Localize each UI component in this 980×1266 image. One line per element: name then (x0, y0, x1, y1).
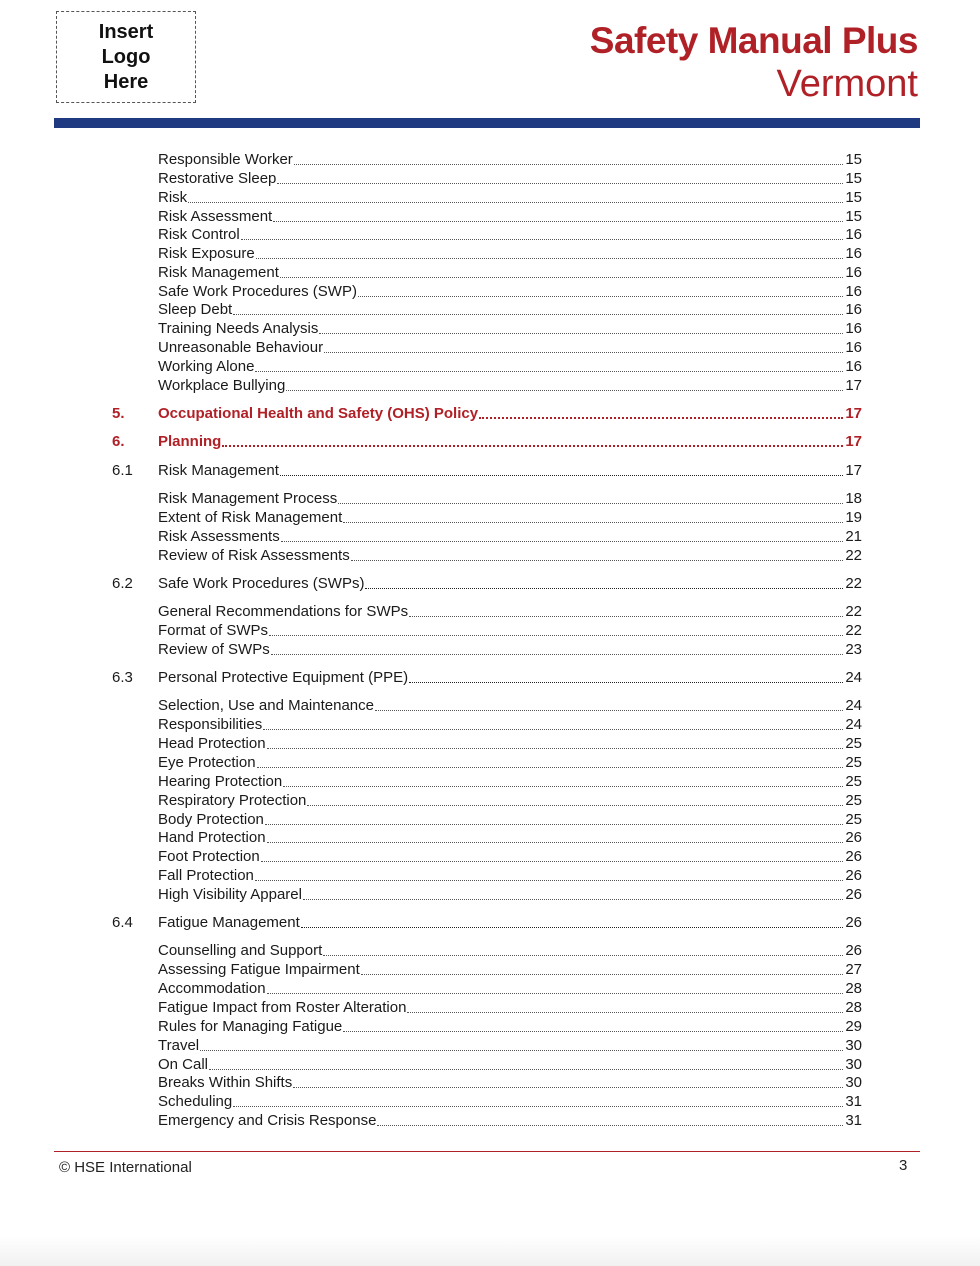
toc-entry[interactable] (158, 404, 862, 423)
toc-entry-page: 16 (845, 320, 862, 337)
toc-entry-label: Safe Work Procedures (SWPs) (158, 575, 365, 592)
toc-entry-label: Selection, Use and Maintenance (158, 697, 374, 714)
toc-entry[interactable] (158, 913, 862, 932)
toc-entry[interactable] (158, 508, 862, 527)
toc-dot-leader (301, 927, 843, 928)
footer-page-number: 3 (899, 1157, 908, 1174)
toc-section-number: 6.3 (112, 669, 133, 686)
toc-section-number: 5. (112, 405, 125, 422)
toc-entry-page: 19 (845, 509, 862, 526)
toc-entry-label: Safe Work Procedures (SWP) (158, 283, 357, 300)
toc-entry-page: 25 (845, 754, 862, 771)
toc-dot-leader (267, 842, 843, 843)
toc-entry-page: 24 (845, 669, 862, 686)
toc-entry[interactable] (158, 207, 862, 226)
toc-entry-label: On Call (158, 1056, 209, 1073)
toc-entry-page: 15 (845, 208, 862, 225)
toc-entry[interactable] (158, 998, 862, 1017)
toc-entry-label: Training Needs Analysis (158, 320, 319, 337)
toc-dot-leader (273, 221, 843, 222)
toc-entry[interactable] (158, 300, 862, 319)
toc-section-number: 6.2 (112, 575, 133, 592)
toc-dot-leader (256, 258, 843, 259)
toc-dot-leader (323, 955, 843, 956)
toc-entry-page: 26 (845, 886, 862, 903)
toc-entry-page: 30 (845, 1037, 862, 1054)
toc-entry[interactable] (158, 574, 862, 593)
toc-entry-page: 25 (845, 792, 862, 809)
toc-entry-label: Counselling and Support (158, 942, 323, 959)
toc-entry-label: Risk (158, 189, 188, 206)
toc-entry-page: 21 (845, 528, 862, 545)
toc-entry[interactable] (158, 621, 862, 640)
toc-dot-leader (319, 333, 843, 334)
toc-entry[interactable] (158, 263, 862, 282)
toc-entry-label: Workplace Bullying (158, 377, 286, 394)
toc-entry-page: 28 (845, 999, 862, 1016)
toc-entry-page: 16 (845, 339, 862, 356)
toc-entry[interactable] (158, 1073, 862, 1092)
toc-entry-label: Fatigue Management (158, 914, 300, 931)
toc-entry-page: 24 (845, 697, 862, 714)
toc-dot-leader (283, 786, 843, 787)
toc-dot-leader (265, 824, 843, 825)
toc-entry-label: Format of SWPs (158, 622, 269, 639)
toc-entry[interactable] (158, 338, 862, 357)
document-subtitle: Vermont (776, 63, 918, 105)
toc-dot-leader (409, 682, 843, 683)
toc-dot-leader (479, 417, 843, 419)
toc-dot-leader (222, 445, 843, 447)
toc-entry-label: Risk Management Process (158, 490, 338, 507)
toc-entry[interactable] (158, 225, 862, 244)
toc-dot-leader (271, 654, 843, 655)
toc-entry-label: Personal Protective Equipment (PPE) (158, 669, 409, 686)
toc-entry[interactable] (158, 432, 862, 451)
toc-entry-page: 16 (845, 283, 862, 300)
logo-placeholder: Insert Logo Here (56, 11, 196, 103)
toc-entry-page: 29 (845, 1018, 862, 1035)
toc-entry-page: 15 (845, 151, 862, 168)
toc-entry-label: Risk Control (158, 226, 240, 243)
toc-entry[interactable] (158, 169, 862, 188)
toc-entry-page: 26 (845, 848, 862, 865)
toc-entry-page: 26 (845, 829, 862, 846)
toc-entry[interactable] (158, 1111, 862, 1130)
toc-entry-label: Review of SWPs (158, 641, 270, 658)
toc-entry-page: 17 (845, 405, 862, 422)
toc-entry-page: 31 (845, 1112, 862, 1129)
toc-entry-label: Rules for Managing Fatigue (158, 1018, 343, 1035)
toc-entry[interactable] (158, 753, 862, 772)
toc-entry-page: 27 (845, 961, 862, 978)
toc-entry-label: Risk Management (158, 462, 279, 479)
toc-entry-label: Breaks Within Shifts (158, 1074, 293, 1091)
toc-entry[interactable] (158, 828, 862, 847)
toc-dot-leader (188, 202, 843, 203)
toc-dot-leader (358, 296, 843, 297)
toc-entry[interactable] (158, 1017, 862, 1036)
toc-entry[interactable] (158, 282, 862, 301)
toc-dot-leader (255, 371, 843, 372)
toc-entry[interactable] (158, 979, 862, 998)
page-bottom-edge (0, 1236, 980, 1266)
toc-entry[interactable] (158, 150, 862, 169)
toc-entry-label: Accommodation (158, 980, 266, 997)
toc-entry[interactable] (158, 1092, 862, 1111)
toc-entry-page: 25 (845, 735, 862, 752)
toc-entry-label: Responsible Worker (158, 151, 293, 168)
toc-dot-leader (233, 314, 843, 315)
toc-entry[interactable] (158, 668, 862, 687)
toc-entry[interactable] (158, 188, 862, 207)
toc-entry[interactable] (158, 244, 862, 263)
toc-entry-page: 22 (845, 622, 862, 639)
toc-entry[interactable] (158, 866, 862, 885)
toc-entry-label: Occupational Health and Safety (OHS) Policy (158, 405, 479, 422)
toc-entry-page: 25 (845, 811, 862, 828)
toc-dot-leader (377, 1125, 843, 1126)
toc-dot-leader (307, 805, 843, 806)
toc-entry-label: Fall Protection (158, 867, 254, 884)
toc-entry-label: Risk Exposure (158, 245, 255, 262)
toc-entry-page: 24 (845, 716, 862, 733)
toc-dot-leader (343, 1031, 843, 1032)
footer-copyright: © HSE International (59, 1159, 192, 1176)
footer-divider (54, 1151, 920, 1152)
toc-entry[interactable] (158, 696, 862, 715)
toc-dot-leader (338, 503, 843, 504)
toc-entry-page: 17 (845, 433, 862, 450)
toc-entry-label: Head Protection (158, 735, 266, 752)
toc-entry-page: 30 (845, 1074, 862, 1091)
toc-entry[interactable] (158, 1055, 862, 1074)
toc-entry-page: 15 (845, 170, 862, 187)
toc-entry-label: Travel (158, 1037, 200, 1054)
toc-dot-leader (209, 1069, 843, 1070)
toc-dot-leader (281, 541, 843, 542)
toc-entry-page: 25 (845, 773, 862, 790)
toc-entry-page: 26 (845, 942, 862, 959)
toc-entry-label: Hearing Protection (158, 773, 283, 790)
toc-entry-page: 22 (845, 575, 862, 592)
toc-dot-leader (365, 588, 843, 589)
toc-dot-leader (407, 1012, 843, 1013)
toc-entry-label: Fatigue Impact from Roster Alteration (158, 999, 407, 1016)
toc-entry[interactable] (158, 546, 862, 565)
toc-dot-leader (241, 239, 843, 240)
toc-entry-page: 16 (845, 264, 862, 281)
toc-entry-label: Hand Protection (158, 829, 266, 846)
toc-entry-page: 31 (845, 1093, 862, 1110)
toc-dot-leader (233, 1106, 843, 1107)
toc-entry-label: Emergency and Crisis Response (158, 1112, 377, 1129)
toc-entry[interactable] (158, 602, 862, 621)
toc-dot-leader (267, 748, 843, 749)
toc-entry[interactable] (158, 319, 862, 338)
toc-dot-leader (286, 390, 843, 391)
toc-entry[interactable] (158, 640, 862, 659)
toc-entry-page: 17 (845, 377, 862, 394)
toc-dot-leader (409, 616, 843, 617)
toc-dot-leader (277, 183, 843, 184)
toc-entry-page: 18 (845, 490, 862, 507)
toc-dot-leader (361, 974, 843, 975)
toc-entry-label: Restorative Sleep (158, 170, 277, 187)
toc-dot-leader (200, 1050, 843, 1051)
toc-entry-label: General Recommendations for SWPs (158, 603, 409, 620)
toc-entry-label: Responsibilities (158, 716, 263, 733)
toc-entry-page: 28 (845, 980, 862, 997)
toc-entry-page: 16 (845, 226, 862, 243)
toc-entry-page: 23 (845, 641, 862, 658)
toc-section-number: 6. (112, 433, 125, 450)
toc-entry-page: 16 (845, 245, 862, 262)
toc-entry-label: Working Alone (158, 358, 255, 375)
toc-entry-page: 26 (845, 914, 862, 931)
toc-dot-leader (351, 560, 843, 561)
toc-section-number: 6.1 (112, 462, 133, 479)
toc-entry[interactable] (158, 791, 862, 810)
toc-dot-leader (263, 729, 843, 730)
toc-entry-page: 26 (845, 867, 862, 884)
toc-dot-leader (343, 522, 843, 523)
toc-entry-label: Risk Assessment (158, 208, 273, 225)
toc-entry-label: Review of Risk Assessments (158, 547, 350, 564)
toc-entry-label: Unreasonable Behaviour (158, 339, 324, 356)
toc-entry-label: Assessing Fatigue Impairment (158, 961, 360, 978)
toc-entry[interactable] (158, 527, 862, 546)
toc-entry[interactable] (158, 772, 862, 791)
toc-entry[interactable] (158, 885, 862, 904)
toc-entry-label: Foot Protection (158, 848, 260, 865)
toc-entry-page: 30 (845, 1056, 862, 1073)
toc-entry[interactable] (158, 715, 862, 734)
toc-entry-page: 16 (845, 358, 862, 375)
toc-section-number: 6.4 (112, 914, 133, 931)
toc-dot-leader (257, 767, 843, 768)
toc-entry[interactable] (158, 357, 862, 376)
toc-entry-page: 16 (845, 301, 862, 318)
toc-entry-page: 15 (845, 189, 862, 206)
toc-entry-label: Risk Management (158, 264, 279, 281)
toc-entry-label: High Visibility Apparel (158, 886, 302, 903)
toc-dot-leader (280, 277, 843, 278)
toc-entry-label: Planning (158, 433, 222, 450)
toc-entry-label: Respiratory Protection (158, 792, 307, 809)
toc-entry-label: Eye Protection (158, 754, 256, 771)
toc-entry[interactable] (158, 734, 862, 753)
toc-dot-leader (267, 993, 843, 994)
toc-entry[interactable] (158, 489, 862, 508)
toc-dot-leader (255, 880, 843, 881)
toc-dot-leader (261, 861, 843, 862)
toc-dot-leader (294, 164, 843, 165)
toc-entry-page: 22 (845, 547, 862, 564)
toc-dot-leader (375, 710, 843, 711)
toc-dot-leader (293, 1087, 843, 1088)
document-title: Safety Manual Plus (589, 20, 918, 61)
toc-entry[interactable] (158, 1036, 862, 1055)
toc-entry-label: Scheduling (158, 1093, 233, 1110)
toc-dot-leader (324, 352, 843, 353)
toc-entry-label: Sleep Debt (158, 301, 233, 318)
toc-entry-label: Body Protection (158, 811, 264, 828)
toc-entry[interactable] (158, 847, 862, 866)
toc-entry-label: Risk Assessments (158, 528, 280, 545)
toc-entry[interactable] (158, 960, 862, 979)
toc-entry-label: Extent of Risk Management (158, 509, 343, 526)
toc-entry[interactable] (158, 376, 862, 395)
toc-entry-page: 17 (845, 462, 862, 479)
toc-dot-leader (280, 475, 843, 476)
toc-entry-page: 22 (845, 603, 862, 620)
toc-dot-leader (303, 899, 843, 900)
toc-dot-leader (269, 635, 843, 636)
toc-entry[interactable] (158, 941, 862, 960)
toc-entry[interactable] (158, 461, 862, 480)
toc-entry[interactable] (158, 810, 862, 829)
